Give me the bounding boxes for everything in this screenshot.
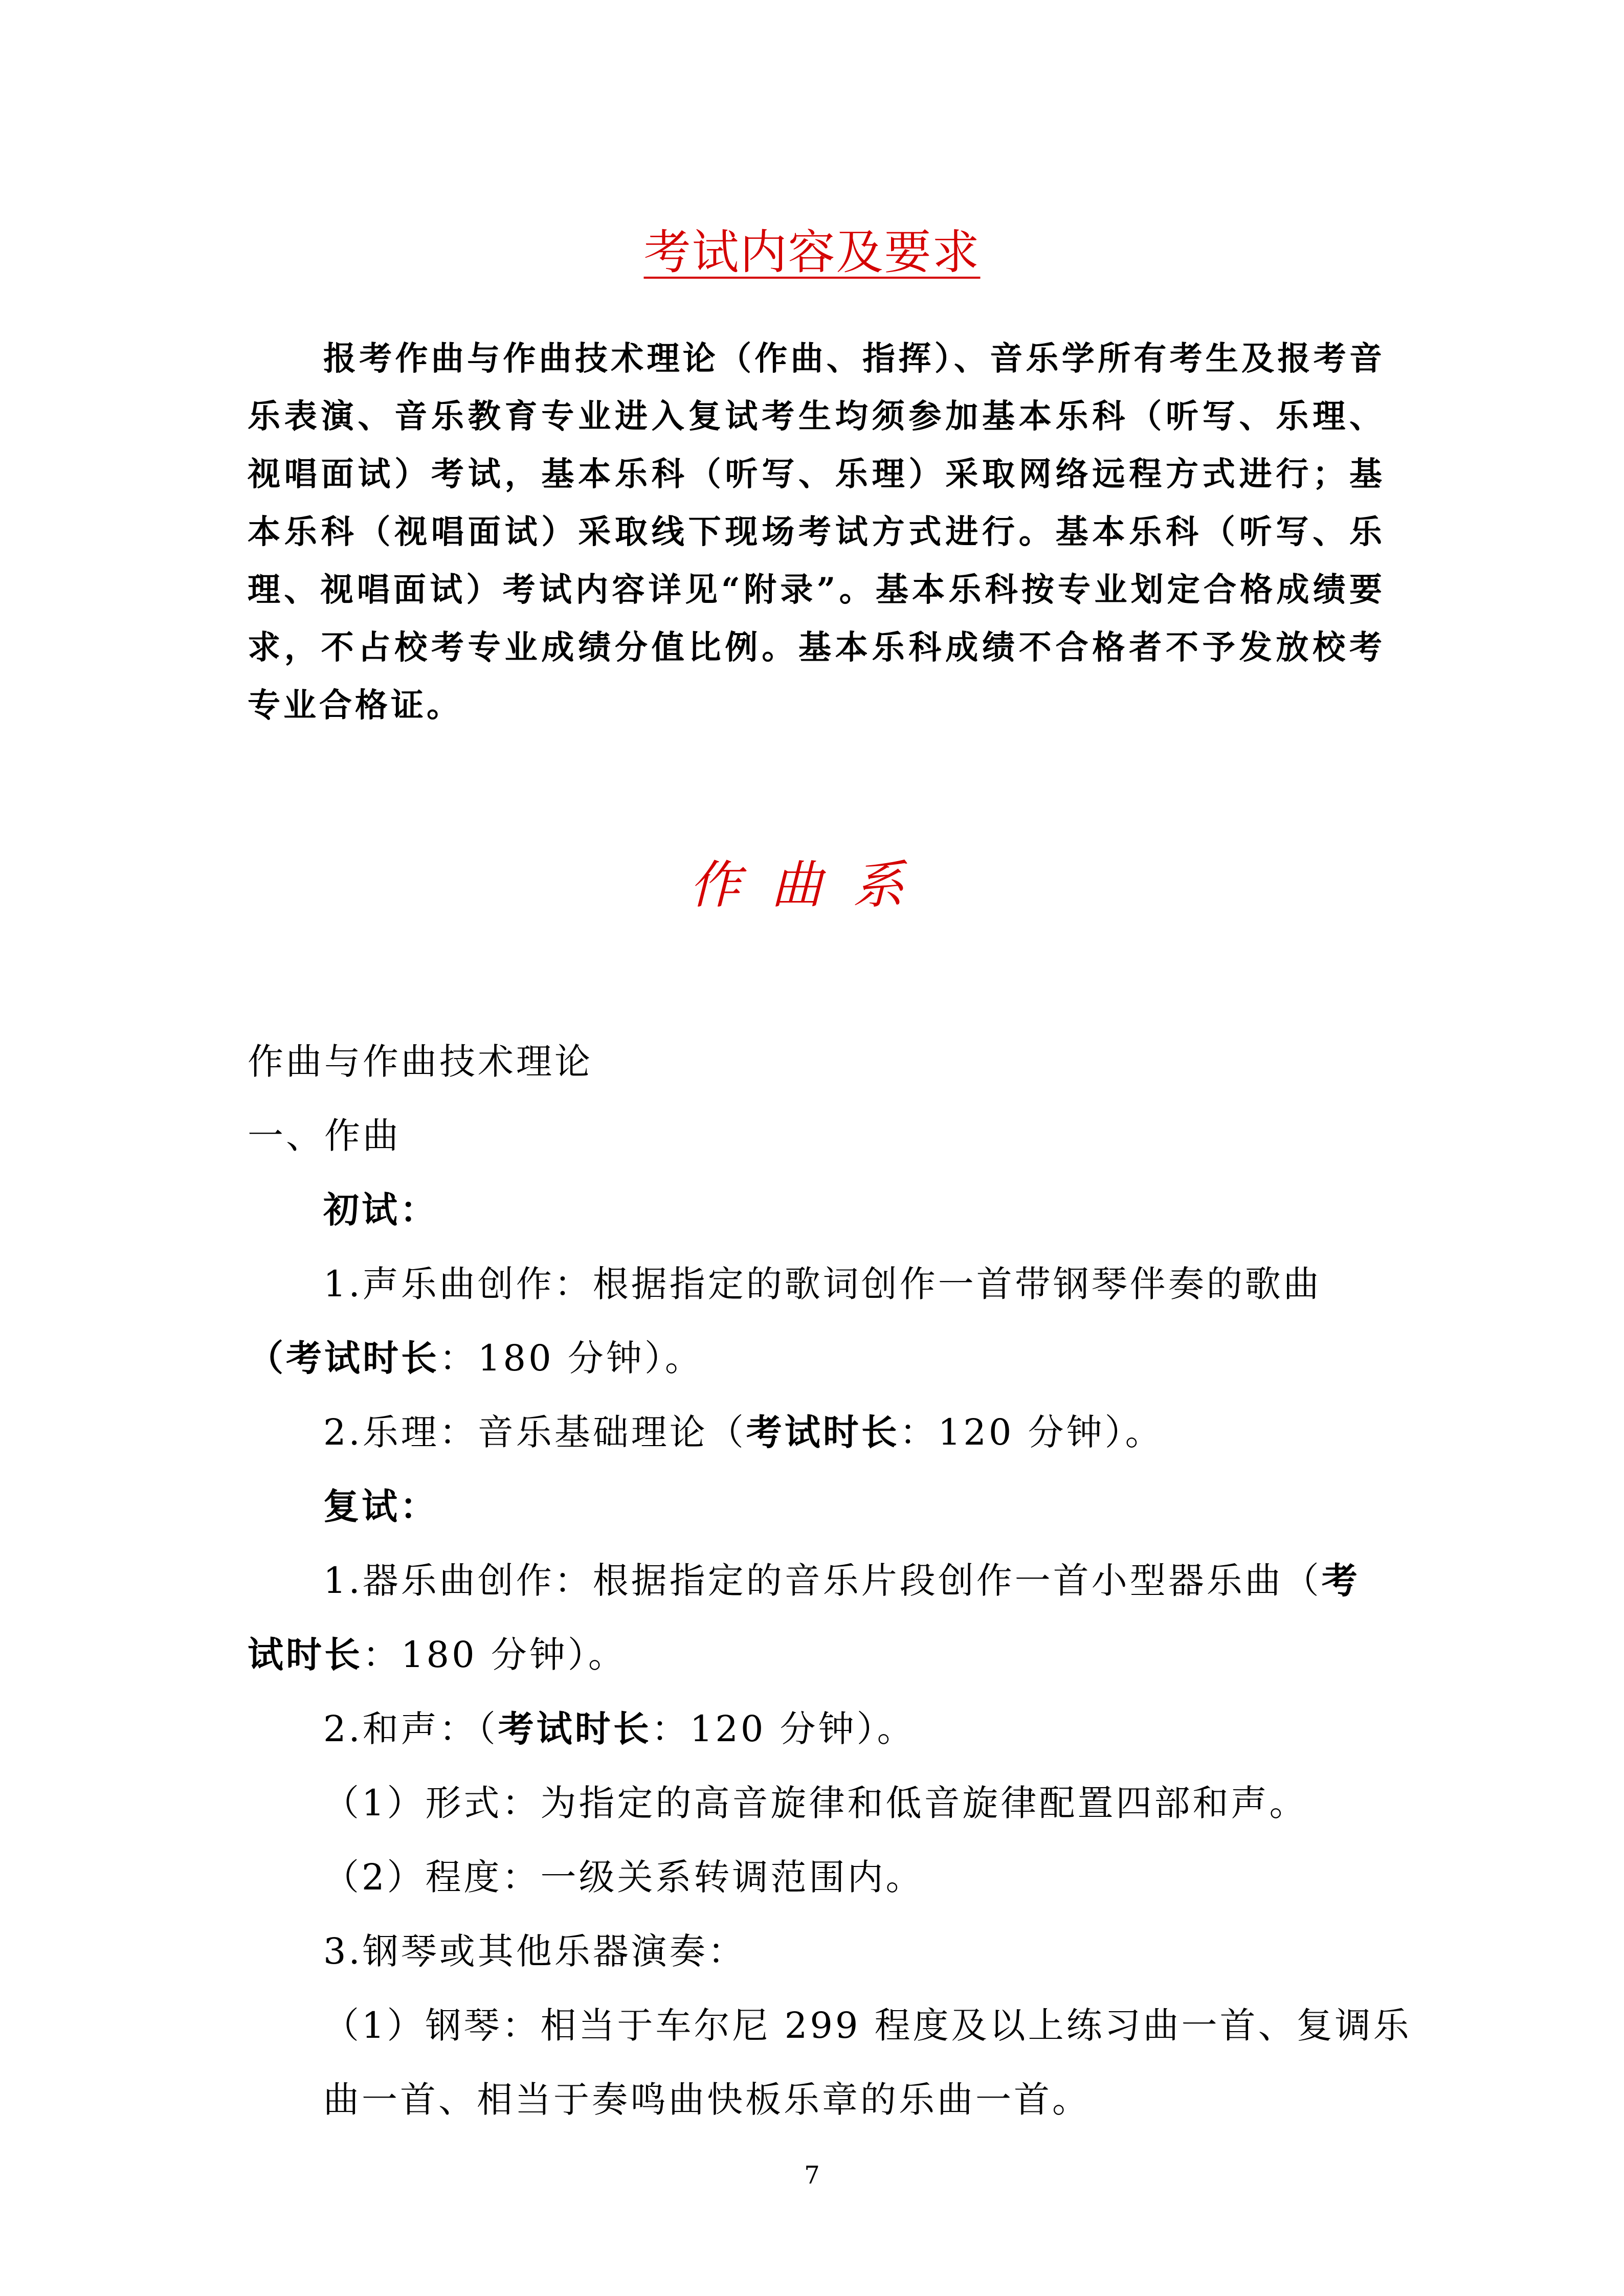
- retest-item-3-sub-1-cont: 曲一首、相当于奏鸣曲快板乐章的乐曲一首。: [323, 2079, 1091, 2121]
- retest-item-2-text: 2.和声：（: [323, 1708, 498, 1750]
- preliminary-item-2-text: 2.乐理：音乐基础理论（: [323, 1411, 746, 1453]
- duration-value: ：180 分钟）。: [439, 1337, 703, 1379]
- retest-item-3-sub-1: （1）钢琴：相当于车尔尼 299 程度及以上练习曲一首、复调乐: [323, 2005, 1412, 2046]
- duration-label: 考试时长: [498, 1707, 652, 1750]
- duration-value: ：120 分钟）。: [651, 1708, 916, 1750]
- duration-label: （考试时长: [248, 1337, 439, 1379]
- preliminary-item-1-cont: [248, 1330, 703, 1381]
- section-heading: 作曲与作曲技术理论: [248, 1041, 593, 1083]
- page-title: 考试内容及要求: [643, 225, 981, 280]
- preliminary-item-2: [323, 1404, 1164, 1455]
- preliminary-item-1: [323, 1255, 1322, 1307]
- duration-label-part: 试时长: [248, 1633, 363, 1676]
- retest-item-2-sub-1: （1）形式：为指定的高音旋律和低音旋律配置四部和声。: [323, 1782, 1308, 1824]
- retest-label: 复试：: [323, 1485, 438, 1527]
- intro-text: 报考作曲与作曲技术理论（作曲、指挥）、音乐学所有考生及报考音乐表演、音乐教育专业进入复试考生均须参加基本乐科（听写、乐理、视唱面试）考试，基本乐科（听写、乐理）采取网络远程方式进行；基本乐科（视唱面试）采取线下现场考试方式进行。基本乐科（听写、乐理、视唱面试）考试内容详见“附录”。基本乐科按专业划定合格成绩要求，不占校考专业成绩分值比例。基本乐科成绩不合格者不予发放校考专业合格证。: [248, 340, 1385, 725]
- preliminary-label: 初试：: [323, 1188, 438, 1231]
- retest-item-2-sub-2: （2）程度：一级关系转调范围内。: [323, 1856, 924, 1898]
- retest-item-1-text: 1.器乐曲创作：根据指定的音乐片段创作一首小型器乐曲（: [323, 1560, 1322, 1602]
- retest-item-3: 3.钢琴或其他乐器演奏：: [323, 1930, 746, 1972]
- duration-value: ：180 分钟）。: [363, 1634, 627, 1676]
- retest-item-2: [323, 1700, 916, 1752]
- intro-paragraph: [248, 330, 1385, 734]
- retest-item-1: [323, 1552, 1360, 1604]
- retest-item-1-cont: [248, 1626, 627, 1678]
- department-heading: 作曲系: [689, 855, 935, 915]
- duration-label-part: 考: [1321, 1559, 1360, 1602]
- page-number: 7: [804, 2161, 820, 2190]
- duration-value: ：120 分钟）。: [899, 1411, 1164, 1453]
- duration-label: 考试时长: [746, 1411, 900, 1453]
- subsection-heading: 一、作曲: [248, 1115, 401, 1157]
- preliminary-item-1-text: 1.声乐曲创作：根据指定的歌词创作一首带钢琴伴奏的歌曲: [323, 1263, 1322, 1305]
